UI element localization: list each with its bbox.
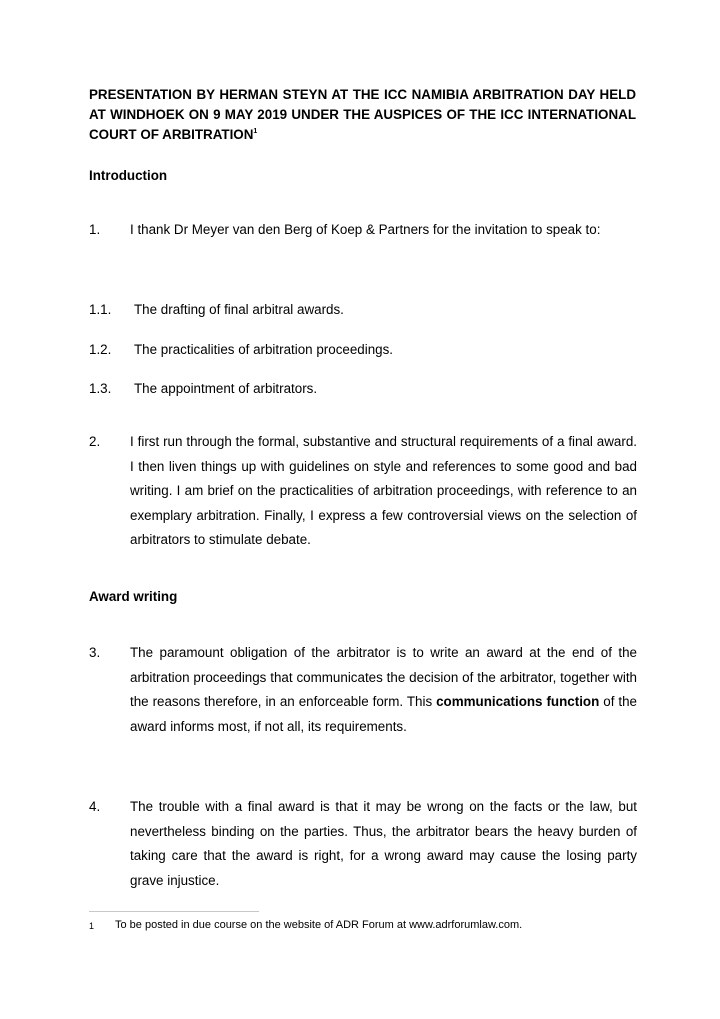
footnote-text: To be posted in due course on the website of ADR Forum at www.adrforumlaw.com.: [115, 919, 523, 931]
paragraph-text: I thank Dr Meyer van den Berg of Koep & Partners for the invitation to speak to:: [130, 222, 601, 237]
paragraph-text: The trouble with a final award is that it may be wrong on the facts or the law, but nevertheless binding on the parties. Thus, the arbitrator bears the heavy burden of taking care that the award is right, for a wrong award may cause the losing party grave injustice.: [130, 799, 637, 888]
subitem-number: 1.1.: [89, 302, 112, 317]
paragraph-number: 1.: [89, 222, 101, 237]
subitem-text: The drafting of final arbitral awards.: [134, 302, 344, 317]
footnote-reference[interactable]: 1: [253, 128, 258, 135]
paragraph-text: I first run through the formal, substantive and structural requirements of a final award. I then liven things up with guidelines on style and references to some good and bad writing. I am brief on the practicalities of arbitration proceedings, with reference to an exemplary arbitration. Finally, I express a few controversial views on the selection of arbitrators to stimulate debate.: [130, 434, 637, 548]
footnote-separator: [89, 911, 259, 912]
heading-award-writing: Award writing: [89, 589, 178, 604]
title-text: PRESENTATION BY HERMAN STEYN AT THE ICC NAMIBIA ARBITRATION DAY HELD AT WINDHOEK ON 9 MAY 2019 UNDER THE AUSPICES OF THE ICC INTERNATIONAL COURT OF ARBITRATION: [89, 87, 636, 142]
footnote-number: 1: [89, 921, 95, 931]
subitem-text: The practicalities of arbitration proceedings.: [134, 342, 394, 357]
paragraph-text-before: The paramount obligation of the arbitrator is to write an award at the end of the arbitration proceedings that communicates the decision of the arbitrator, together with the reasons therefore, in an enforceable form. This: [130, 645, 637, 710]
heading-introduction: Introduction: [89, 168, 168, 183]
paragraph-emphasis: communications function: [436, 694, 600, 710]
paragraph-number: 2.: [89, 434, 101, 449]
document-title: [89, 85, 636, 145]
paragraph-number: 3.: [89, 645, 101, 660]
paragraph-text-after: of the award informs most, if not all, its requirements.: [130, 694, 637, 734]
paragraph-number: 4.: [89, 799, 101, 814]
paragraph-text: [130, 641, 637, 739]
subitem-text: The appointment of arbitrators.: [134, 381, 318, 396]
subitem-number: 1.3.: [89, 381, 112, 396]
subitem-number: 1.2.: [89, 342, 112, 357]
